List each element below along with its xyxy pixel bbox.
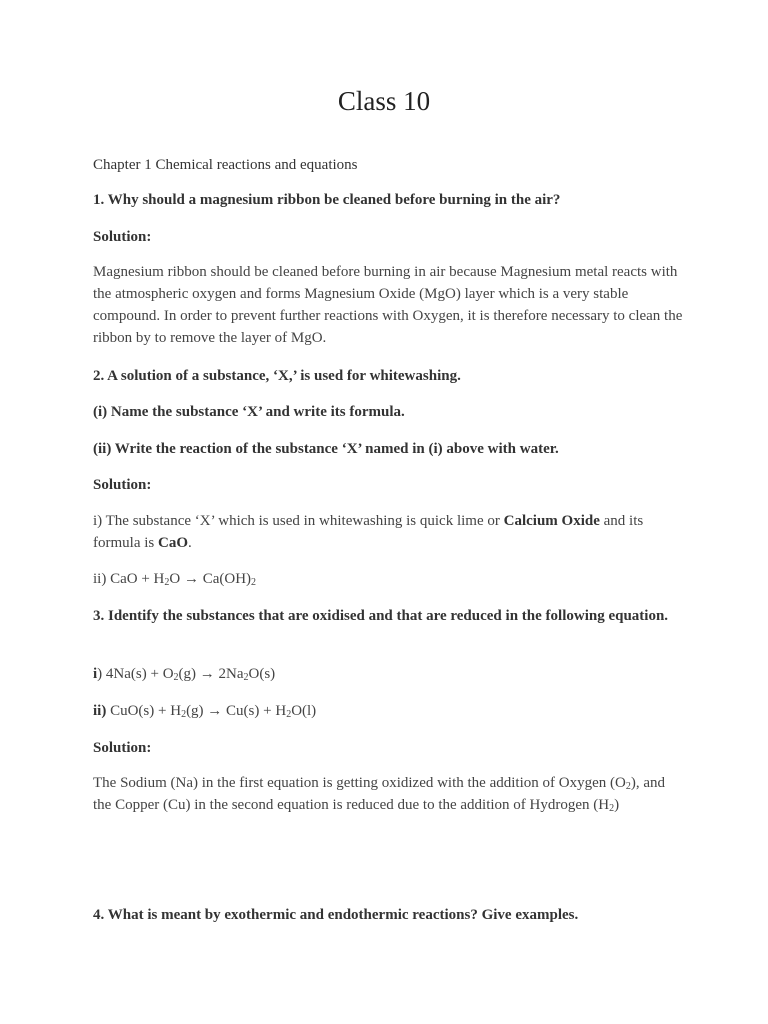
equation-ii: ii) $CuO(s) + H_2(g) \to Cu(s) + H_2O(l)$ bbox=[93, 703, 317, 720]
answer-2-ii: ii) CaO + $H_2O \to Ca(OH)_2$ bbox=[93, 571, 257, 588]
solution-label-2: Solution: bbox=[93, 477, 152, 493]
solution-label-3: Solution: bbox=[93, 740, 152, 756]
answer-2-i: i) The substance ‘X’ which is used in whitewashing is quick lime or Calcium Oxide and its formula is CaO. bbox=[93, 513, 644, 551]
answer-3: The Sodium (Na) in the first equation is getting oxidized with the addition of Oxygen $(O_2)$, and the Copper (Cu) in the second equation is reduced due to the addition of Hydrogen $(H_2)$ bbox=[93, 775, 665, 814]
equation-i: i) $4Na(s) + O_2(g) \to 2Na_2O(s)$ bbox=[93, 666, 276, 683]
answer-2-formula: CaO bbox=[158, 535, 188, 551]
chapter-heading: Chapter 1 Chemical reactions and equations bbox=[93, 157, 358, 173]
answer-1: Magnesium ribbon should be cleaned before burning in air because Magnesium metal reacts with the atmospheric oxygen and forms Magnesium Oxide (MgO) layer which is a very stable compound. In order to prevent further reactions with Oxygen, it is therefore necessary to clean the ribbon by to remove the layer of MgO. bbox=[93, 264, 683, 346]
answer-2-bold-term: Calcium Oxide bbox=[503, 513, 600, 529]
question-4: 4. What is meant by exothermic and endothermic reactions? Give examples. bbox=[93, 907, 579, 923]
question-1: 1. Why should a magnesium ribbon be cleaned before burning in the air? bbox=[93, 192, 561, 208]
question-2: 2. A solution of a substance, ‘X,’ is used for whitewashing. bbox=[93, 368, 461, 384]
solution-label-1: Solution: bbox=[93, 229, 152, 245]
page-title: Class 10 bbox=[337, 86, 431, 116]
question-2-part-i: (i) Name the substance ‘X’ and write its formula. bbox=[93, 404, 405, 420]
question-3: 3. Identify the substances that are oxidised and that are reduced in the following equation. bbox=[93, 608, 669, 624]
question-2-part-ii: (ii) Write the reaction of the substance ‘X’ named in (i) above with water. bbox=[93, 441, 559, 457]
